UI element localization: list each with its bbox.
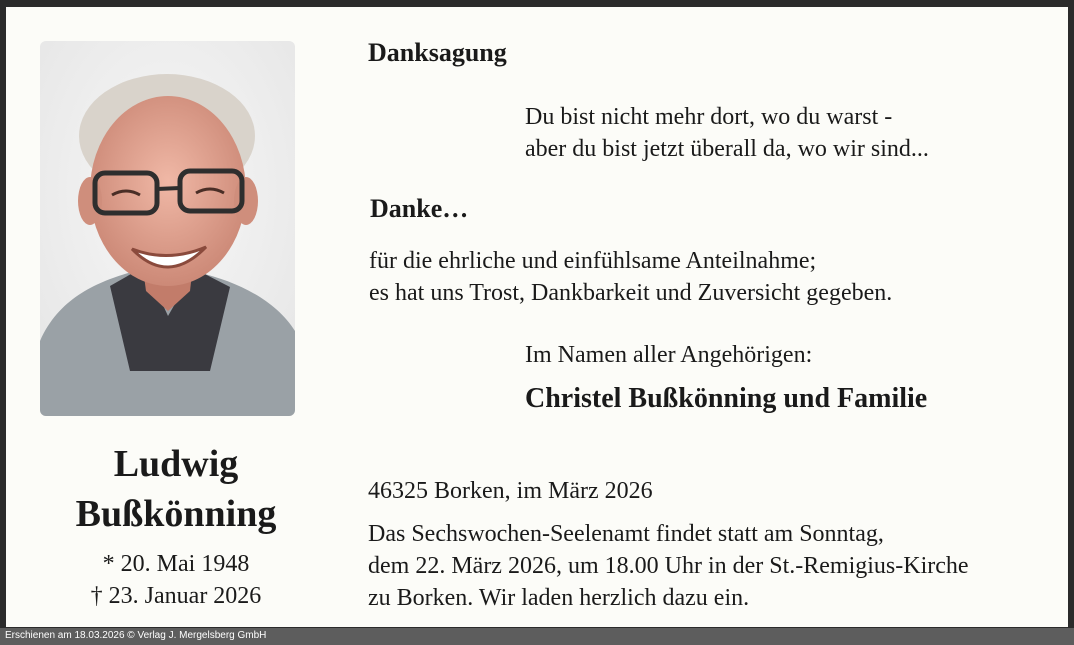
- deceased-last-name: Bußkönning: [75, 493, 277, 535]
- poem-line: Du bist nicht mehr dort, wo du warst -: [525, 104, 893, 130]
- thanks-line: für die ehrliche und einfühlsame Anteilnahme;: [369, 248, 817, 274]
- deceased-first-name: Ludwig: [113, 443, 239, 485]
- signature-family: Christel Bußkönning und Familie: [525, 383, 928, 414]
- poem-line: aber du bist jetzt überall da, wo wir sind...: [525, 136, 929, 162]
- service-line: dem 22. März 2026, um 18.00 Uhr in der St.-Remigius-Kirche: [368, 553, 969, 579]
- obituary-card: [6, 7, 1068, 627]
- birth-date: * 20. Mai 1948: [102, 551, 250, 577]
- footer-bar: [0, 628, 1074, 645]
- page-title: Danksagung: [368, 38, 507, 67]
- thanks-heading: Danke…: [370, 194, 469, 223]
- service-line: Das Sechswochen-Seelenamt findet statt am Sonntag,: [368, 521, 884, 547]
- service-line: zu Borken. Wir laden herzlich dazu ein.: [368, 585, 750, 611]
- signature-intro: Im Namen aller Angehörigen:: [525, 342, 813, 368]
- thanks-line: es hat uns Trost, Dankbarkeit und Zuversicht gegeben.: [369, 280, 893, 306]
- portrait-illustration: [40, 41, 295, 416]
- death-date: † 23. Januar 2026: [90, 583, 262, 609]
- place-date: 46325 Borken, im März 2026: [368, 478, 653, 504]
- portrait-photo: [40, 41, 295, 416]
- thanks-text: [369, 245, 892, 309]
- service-text: [368, 518, 969, 614]
- footer-text: Erschienen am 18.03.2026 © Verlag J. Mergelsberg GmbH: [5, 630, 267, 641]
- poem-text: [525, 101, 929, 165]
